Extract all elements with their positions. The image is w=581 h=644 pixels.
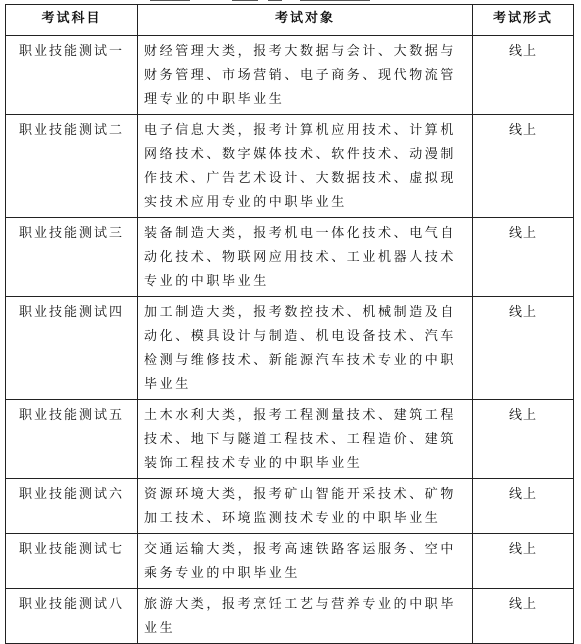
cell-target: 加工制造大类，报考数控技术、机械制造及自动化、模具设计与制造、机电设备技术、汽车检测与维修技术、新能源汽车技术专业的中职毕业生 (138, 297, 473, 400)
header-subject: 考试科目 (6, 5, 138, 36)
cell-mode: 线上 (473, 115, 574, 218)
header-mode: 考试形式 (473, 5, 574, 36)
cell-subject: 职业技能测试三 (6, 218, 138, 297)
cell-mode: 线上 (473, 589, 574, 644)
cell-subject: 职业技能测试一 (6, 36, 138, 115)
table-row (6, 36, 574, 115)
table-header (6, 5, 574, 36)
header-target: 考试对象 (138, 5, 473, 36)
cell-target: 资源环境大类，报考矿山智能开采技术、矿物加工技术、环境监测技术专业的中职毕业生 (138, 479, 473, 534)
header-row (6, 5, 574, 36)
cell-mode: 线上 (473, 534, 574, 589)
exam-subject-table (5, 4, 574, 644)
cell-mode: 线上 (473, 36, 574, 115)
cell-mode: 线上 (473, 400, 574, 479)
cell-subject: 职业技能测试六 (6, 479, 138, 534)
cell-subject: 职业技能测试四 (6, 297, 138, 400)
table-row (6, 534, 574, 589)
cell-target: 电子信息大类，报考计算机应用技术、计算机网络技术、数字媒体技术、软件技术、动漫制作技术、广告艺术设计、大数据技术、虚拟现实技术应用专业的中职毕业生 (138, 115, 473, 218)
cell-target: 土木水利大类，报考工程测量技术、建筑工程技术、地下与隧道工程技术、工程造价、建筑装饰工程技术专业的中职毕业生 (138, 400, 473, 479)
cell-target: 财经管理大类，报考大数据与会计、大数据与财务管理、市场营销、电子商务、现代物流管理专业的中职毕业生 (138, 36, 473, 115)
table-body (6, 36, 574, 644)
cell-subject: 职业技能测试二 (6, 115, 138, 218)
table-row (6, 589, 574, 644)
cell-mode: 线上 (473, 297, 574, 400)
cell-target: 交通运输大类，报考高速铁路客运服务、空中乘务专业的中职毕业生 (138, 534, 473, 589)
cell-subject: 职业技能测试七 (6, 534, 138, 589)
cell-subject: 职业技能测试五 (6, 400, 138, 479)
cell-target: 旅游大类，报考烹饪工艺与营养专业的中职毕业生 (138, 589, 473, 644)
table-row (6, 115, 574, 218)
table-row (6, 479, 574, 534)
cell-mode: 线上 (473, 479, 574, 534)
cell-target: 装备制造大类，报考机电一体化技术、电气自动化技术、物联网应用技术、工业机器人技术专业的中职毕业生 (138, 218, 473, 297)
cell-subject: 职业技能测试八 (6, 589, 138, 644)
cell-mode: 线上 (473, 218, 574, 297)
table-row (6, 400, 574, 479)
table-row (6, 297, 574, 400)
table-row (6, 218, 574, 297)
